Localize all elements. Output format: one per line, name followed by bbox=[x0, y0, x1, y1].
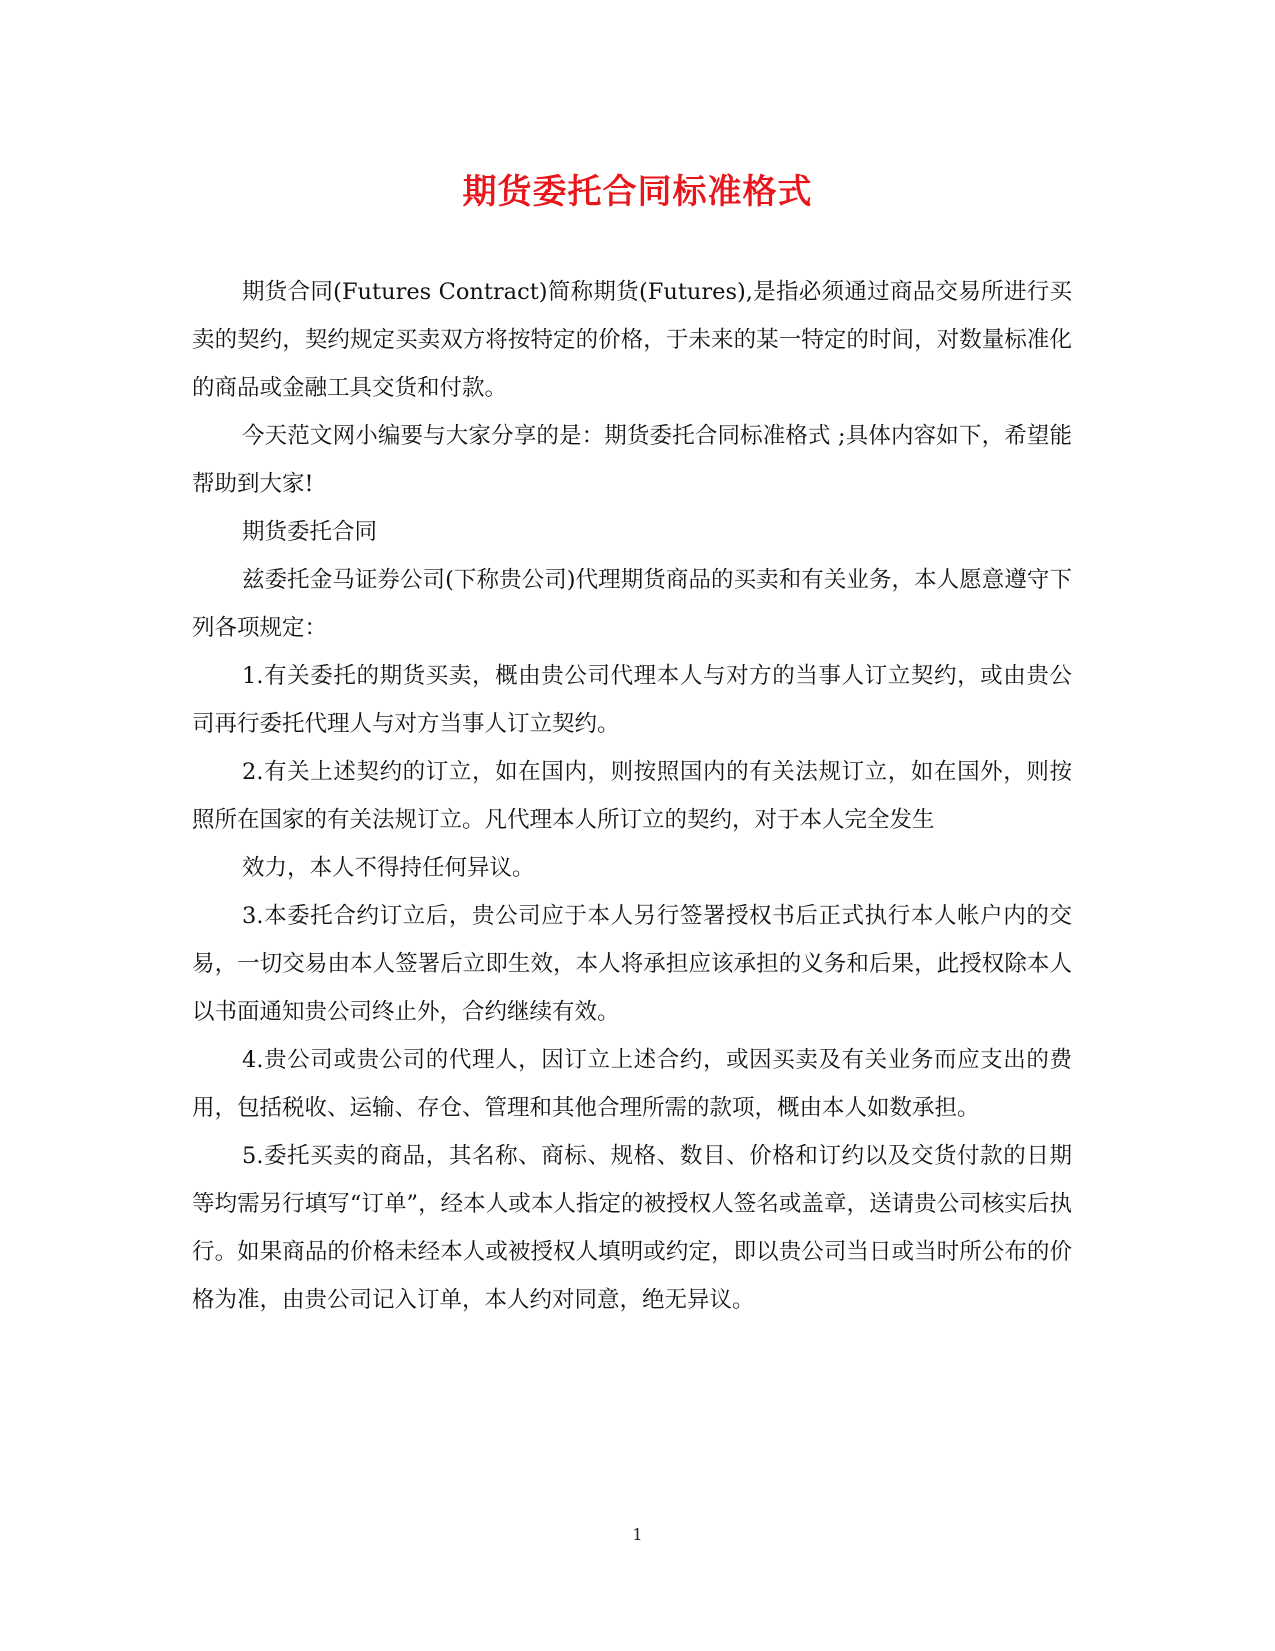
paragraph-clause-2: 2.有关上述契约的订立，如在国内，则按照国内的有关法规订立，如在国外，则按照所在国家的有关法规订立。凡代理本人所订立的契约，对于本人完全发生 bbox=[192, 759, 1072, 833]
paragraph-clause-2-continued: 效力，本人不得持任何异议。 bbox=[242, 855, 535, 881]
paragraph-intro: 期货合同(Futures Contract)简称期货(Futures),是指必须通过商品交易所进行买卖的契约，契约规定买卖双方将按特定的价格，于未来的某一特定的时间，对数量标准化的商品或金融工具交货和付款。 bbox=[192, 279, 1072, 401]
page-number: 1 bbox=[632, 1525, 643, 1544]
document-title: 期货委托合同标准格式 bbox=[462, 172, 813, 212]
paragraph-contract-heading: 期货委托合同 bbox=[242, 519, 378, 545]
paragraph-preamble: 兹委托金马证券公司(下称贵公司)代理期货商品的买卖和有关业务，本人愿意遵守下列各项规定： bbox=[192, 567, 1072, 641]
paragraph-clause-5: 5.委托买卖的商品，其名称、商标、规格、数目、价格和订约以及交货付款的日期等均需另行填写“订单”，经本人或本人指定的被授权人签名或盖章，送请贵公司核实后执行。如果商品的价格未经本人或被授权人填明或约定，即以贵公司当日或当时所公布的价格为准，由贵公司记入订单，本人约对同意，绝无异议。 bbox=[192, 1143, 1072, 1313]
paragraph-clause-3: 3.本委托合约订立后，贵公司应于本人另行签署授权书后正式执行本人帐户内的交易，一切交易由本人签署后立即生效，本人将承担应该承担的义务和后果，此授权除本人以书面通知贵公司终止外，合约继续有效。 bbox=[192, 903, 1072, 1025]
paragraph-share: 今天范文网小编要与大家分享的是：期货委托合同标准格式 ;具体内容如下，希望能帮助到大家! bbox=[192, 423, 1072, 497]
paragraph-clause-4: 4.贵公司或贵公司的代理人，因订立上述合约，或因买卖及有关业务而应支出的费用，包括税收、运输、存仓、管理和其他合理所需的款项，概由本人如数承担。 bbox=[192, 1047, 1072, 1121]
document-body bbox=[192, 268, 1072, 1324]
paragraph-clause-1: 1.有关委托的期货买卖，概由贵公司代理本人与对方的当事人订立契约，或由贵公司再行委托代理人与对方当事人订立契约。 bbox=[192, 663, 1072, 737]
